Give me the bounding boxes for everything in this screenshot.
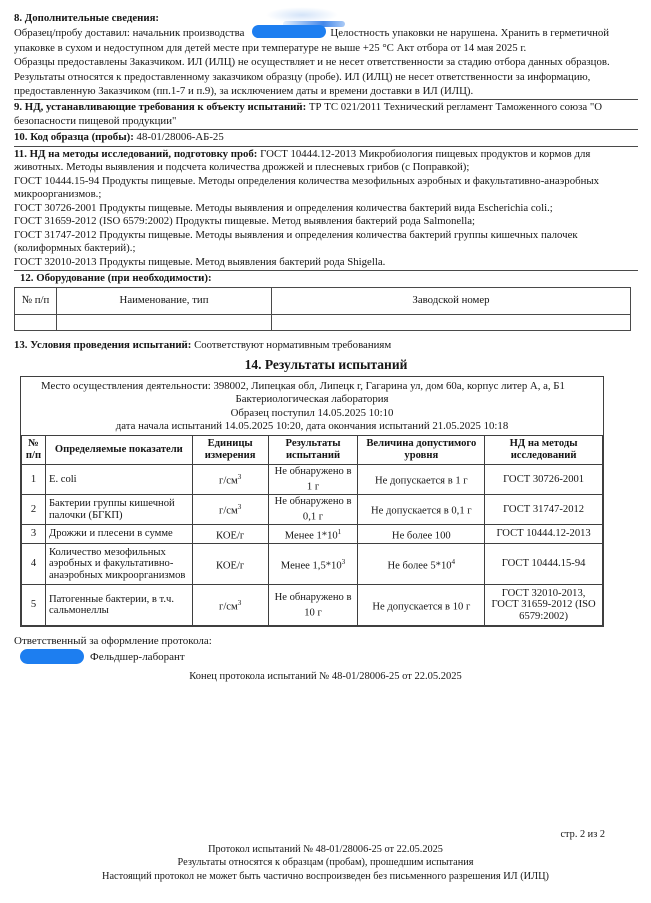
col-header-unit: Единицы измерения	[192, 436, 268, 465]
equipment-empty-cell	[15, 314, 57, 330]
footer-note-copyright: Настоящий протокол не может быть частично воспроизведен без письменного разрешения ИЛ (ИЛЦ)	[102, 870, 549, 882]
section-11	[14, 146, 638, 272]
col-header-indicator: Определяемые показатели	[45, 436, 192, 465]
cell-method: ГОСТ 30726-2001	[485, 465, 603, 495]
equipment-empty-cell	[57, 314, 272, 330]
cell-result: Не обнаружено в 1 г	[268, 465, 358, 495]
equipment-empty-cell	[272, 314, 631, 330]
section12-label: 12. Оборудование (при необходимости):	[20, 272, 212, 285]
section-12	[14, 271, 638, 332]
equipment-empty-row	[15, 314, 631, 330]
cell-num: 5	[22, 585, 46, 626]
equipment-col-name: Наименование, тип	[57, 287, 272, 314]
footer-note-results: Результаты относятся к образцам (пробам), прошедшим испытания	[177, 857, 474, 869]
cell-unit: КОЕ/г	[192, 525, 268, 544]
result-row	[22, 585, 603, 626]
cell-num: 3	[22, 525, 46, 544]
section13-value: Соответствуют нормативным требованиям	[194, 338, 392, 351]
section10-label: 10. Код образца (пробы):	[14, 131, 134, 144]
result-row	[22, 525, 603, 544]
cell-unit: $г/см^3$	[192, 465, 268, 495]
result-row	[22, 495, 603, 525]
cell-indicator: Бактерии группы кишечной палочки (БГКП)	[45, 495, 192, 525]
cell-num: 4	[22, 544, 46, 585]
cell-method: ГОСТ 32010-2013, ГОСТ 31659-2012 (ISO 6579:2002)	[485, 585, 603, 626]
cell-method: ГОСТ 10444.12-2013	[485, 525, 603, 544]
cell-unit: КОЕ/г	[192, 544, 268, 585]
results-intro-address: Место осуществления деятельности: 398002, Липецкая обл, Липецк г, Гагарина ул, дом 60а, корпус литер А, а, Б1	[41, 379, 565, 392]
cell-result: Не обнаружено в 10 г	[268, 585, 358, 626]
results-table	[21, 435, 603, 626]
col-header-method: НД на методы исследований	[485, 436, 603, 465]
section11-item: ГОСТ 10444.12-2013 Микробиология пищевых продуктов и кормов для животных. Методы выявления и подсчета количества дрожжей и плесневых грибов (с Поправкой);	[14, 147, 591, 174]
cell-result: Не обнаружено в 0,1 г	[268, 495, 358, 525]
section11-item: ГОСТ 31659-2012 (ISO 6579:2002) Продукты пищевые. Метод выявления бактерий рода Salmonella;	[14, 215, 475, 228]
section13-label: 13. Условия проведения испытаний:	[14, 338, 192, 351]
section8-p1-before: Образец/пробу доставил: начальник производства	[14, 27, 245, 40]
results-intro-received: Образец поступил 14.05.2025 10:10	[230, 406, 394, 419]
results-box	[20, 376, 604, 627]
cell-limit: Не допускается в 1 г	[358, 465, 485, 495]
section10-value: 48-01/28006-АБ-25	[136, 131, 224, 144]
section11-item: ГОСТ 32010-2013 Продукты пищевые. Метод выявления бактерий рода Shigella.	[14, 255, 386, 268]
cell-num: 2	[22, 495, 46, 525]
cell-limit: Не более $5*10^4$	[358, 544, 485, 585]
signature-role: Фельдшер-лаборант	[90, 651, 185, 663]
cell-indicator: E. coli	[45, 465, 192, 495]
section11-item: ГОСТ 30726-2001 Продукты пищевые. Методы выявления и определения количества бактерий вида Escherichia coli.;	[14, 201, 553, 214]
section9-value: ТР ТС 021/2011 Технический регламент Таможенного союза "О безопасности пищевой продукции"	[14, 101, 603, 127]
cell-result: Менее $1*10^1$	[268, 525, 358, 544]
signature-row	[14, 649, 212, 665]
cell-indicator: Дрожжи и плесени в сумме	[45, 525, 192, 544]
section11-label: 11. НД на методы исследований, подготовку проб:	[14, 147, 258, 160]
section-13	[14, 338, 638, 354]
equipment-col-serial: Заводской номер	[272, 287, 631, 314]
cell-unit: $г/см^3$	[192, 585, 268, 626]
page-footer	[0, 843, 651, 883]
col-header-limit: Величина допустимого уровня	[358, 436, 485, 465]
section8-heading: 8. Дополнительные сведения:	[14, 12, 160, 24]
document-body	[14, 10, 638, 627]
results-intro	[21, 377, 603, 435]
section-9	[14, 99, 638, 129]
col-header-result: Результаты испытаний	[268, 436, 358, 465]
section-8	[14, 10, 638, 99]
cell-result: Менее $1,5*10^3$	[268, 544, 358, 585]
section8-paragraph-2: Образцы предоставлены Заказчиком. ИЛ (ИЛЦ) не осуществляет и не несет ответственности за стадию отбора данных образцов. Результаты относятся к предоставленному заказчиком образцу (пробе). ИЛ (ИЛЦ) не несет ответственности за информацию, предоставленную Заказчиком (пп.1-7 и п.9), за исключением даты и времени доставки в ИЛ (ИЛЦ).	[14, 56, 610, 98]
signature-block	[14, 634, 212, 665]
result-row	[22, 544, 603, 585]
page-number: стр. 2 из 2	[560, 829, 605, 840]
redaction-signature	[20, 649, 84, 664]
cell-indicator: Количество мезофильных аэробных и факультативно-анаэробных микроорганизмов	[45, 544, 192, 585]
cell-method: ГОСТ 31747-2012	[485, 495, 603, 525]
equipment-table	[14, 287, 631, 331]
section8-paragraph-1	[14, 25, 638, 55]
section14-title: 14. Результаты испытаний	[244, 357, 408, 373]
redaction-box	[252, 25, 326, 38]
section-10	[14, 129, 638, 146]
footer-note-protocol: Протокол испытаний № 48-01/28006-25 от 22.05.2025	[208, 844, 443, 855]
cell-method: ГОСТ 10444.15-94	[485, 544, 603, 585]
result-row	[22, 465, 603, 495]
cell-limit: Не более 100	[358, 525, 485, 544]
cell-limit: Не допускается в 0,1 г	[358, 495, 485, 525]
section9-label: 9. НД, устанавливающие требования к объекту испытаний:	[14, 101, 307, 114]
results-header-row	[22, 436, 603, 465]
cell-unit: $г/см^3$	[192, 495, 268, 525]
section8-p1-after: Целостность упаковки не нарушена. Хранить в герметичной упаковке в сухом и недоступном для детей месте при температуре не выше +25 °C Акт отбора от 14 мая 2025 г.	[14, 27, 610, 54]
protocol-end-line: Конец протокола испытаний № 48-01/28006-25 от 22.05.2025	[189, 671, 462, 682]
cell-limit: Не допускается в 10 г	[358, 585, 485, 626]
results-intro-lab: Бактериологическая лаборатория	[235, 393, 389, 406]
section11-item: ГОСТ 10444.15-94 Продукты пищевые. Методы определения количества мезофильных аэробных и факультативно-анаэробных микроорганизмов.;	[14, 174, 600, 201]
results-intro-dates: дата начала испытаний 14.05.2025 10:20, дата окончания испытаний 21.05.2025 10:18	[115, 419, 509, 432]
col-header-num: № п/п	[22, 436, 46, 465]
signature-caption: Ответственный за оформление протокола:	[14, 635, 212, 647]
cell-num: 1	[22, 465, 46, 495]
equipment-col-num: № п/п	[15, 287, 57, 314]
cell-indicator: Патогенные бактерии, в т.ч. сальмонеллы	[45, 585, 192, 626]
section11-item: ГОСТ 31747-2012 Продукты пищевые. Методы выявления и определения количества бактерий группы кишечных палочек (колиформных бактерий).;	[14, 228, 578, 255]
